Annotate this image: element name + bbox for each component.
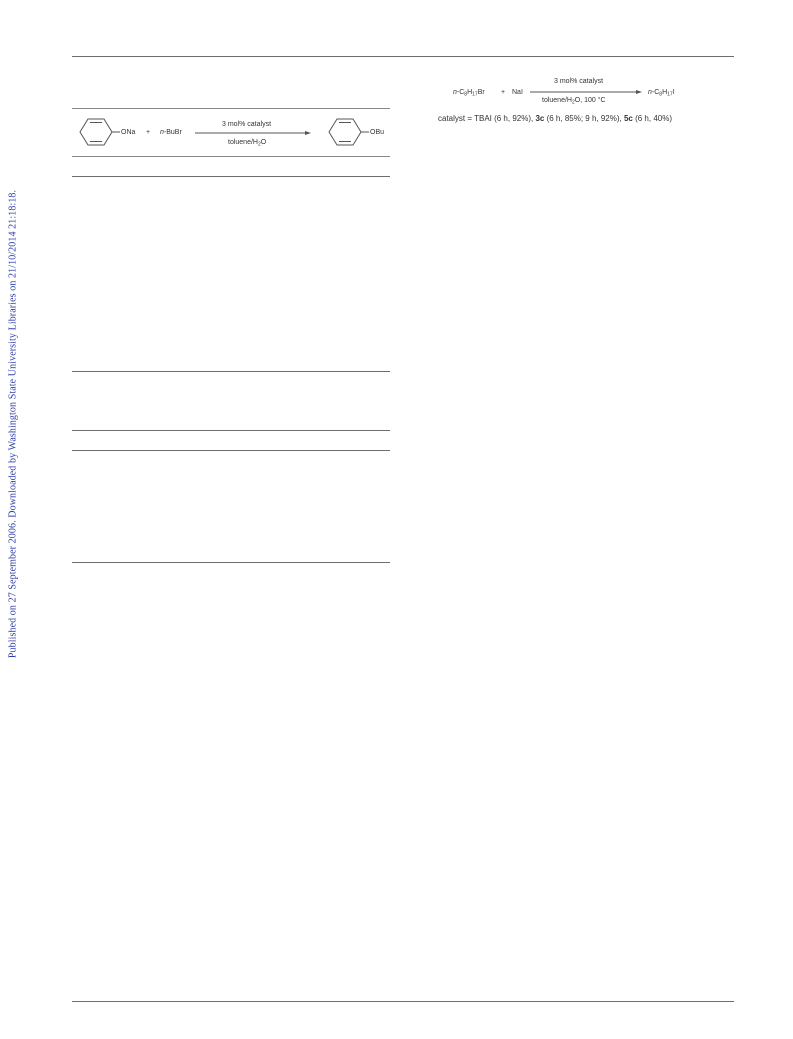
published-line[interactable]: Published on 27 September 2006. Downloaded by Washington State University Libraries on 21/10/2014 21:18:18. — [7, 189, 19, 659]
reaction-arrow-right-icon — [530, 87, 650, 97]
scheme-top-rule — [72, 108, 390, 109]
plus-sign-right: + — [501, 89, 506, 96]
table2-subheader-rule — [72, 450, 390, 451]
plus-sign-left: + — [146, 129, 151, 136]
sidebar — [0, 0, 26, 1039]
scheme-bottom-rule — [72, 156, 390, 157]
header-rule — [72, 56, 734, 57]
product-group-label: OBu — [370, 129, 385, 136]
reagent-label-left: n-BuBr — [160, 129, 182, 136]
condition-top-right: 3 mol% catalyst — [554, 78, 604, 85]
condition-bottom-right: toluene/$H_2O$, 100 °C — [542, 97, 606, 106]
condition-bottom-left: toluene/$H_2O$ — [228, 139, 267, 148]
reactant-group-label: ONa — [121, 129, 136, 136]
reactant-label-right: $n-C_8H_{17}Br$ — [453, 89, 485, 98]
catalyst-line: catalyst = TBAI (6 h, 92%), 3c (6 h, 85%; 9 h, 92%), 5c (6 h, 40%) — [438, 114, 673, 123]
table2-bottom-rule — [72, 562, 390, 563]
table2-header-rule — [72, 430, 390, 431]
footer-rule — [72, 1001, 734, 1002]
product-label-right: $n-C_8H_{17}I$ — [648, 89, 675, 98]
reaction-arrow-left-icon — [195, 128, 315, 138]
table-top-rule — [72, 176, 390, 177]
table-bottom-rule — [72, 371, 390, 372]
condition-top-left: 3 mol% catalyst — [222, 121, 272, 128]
salt-label: NaI — [512, 89, 523, 96]
